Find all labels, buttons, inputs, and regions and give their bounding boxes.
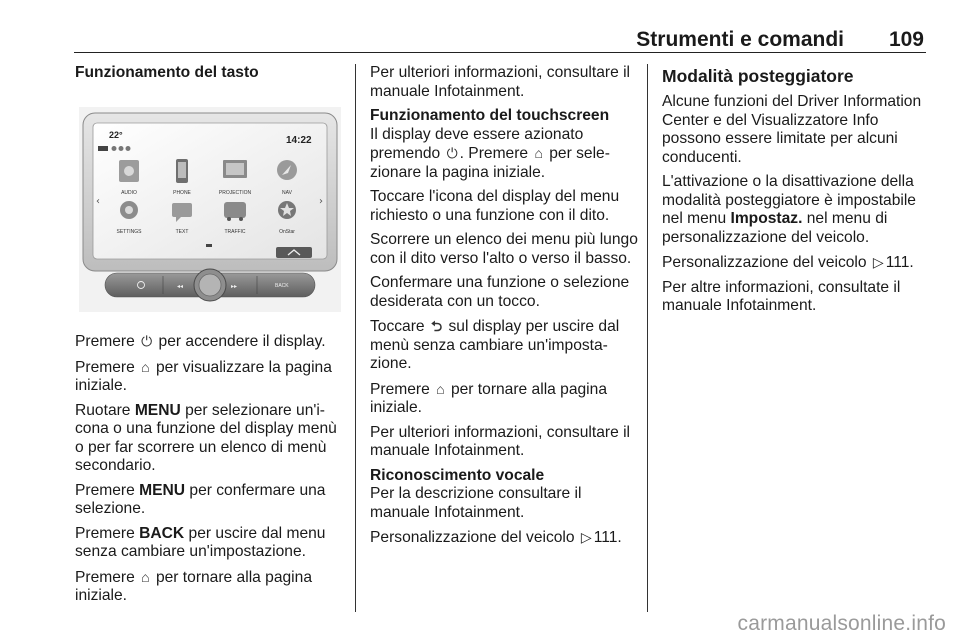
power-icon: ⏻ <box>446 145 458 161</box>
home-icon: ⌂ <box>141 568 150 585</box>
column-2 <box>370 64 638 554</box>
paragraph: Per altre informazioni, consultate il manuale Infotainment. <box>662 278 901 314</box>
app-label-audio: AUDIO <box>121 189 137 196</box>
app-label-onstar: OnStar <box>279 228 295 235</box>
paragraph: Toccare l'icona del display del menu richiesto o una funzione con il dito. <box>370 188 620 224</box>
paragraph: Per ulteriori informazioni, consultare il manuale Infotainment. <box>370 64 630 100</box>
projection-icon <box>223 160 247 178</box>
section-heading-button-operation: Funzionamento del tasto <box>75 64 259 81</box>
paragraph: Scorrere un elenco dei menu più lungo con il dito verso l'alto o verso il basso. <box>370 231 638 267</box>
page-reference-arrow-icon[interactable]: ▷ <box>580 529 592 545</box>
column-3 <box>662 64 932 322</box>
paragraph: Per ulteriori informazioni, consultare il manuale Infotainment. <box>370 423 630 459</box>
header-title: Strumenti e comandi <box>636 28 844 51</box>
page-reference-arrow-icon[interactable]: ▷ <box>872 254 884 270</box>
paragraph: Confermare una funzione o selezione desiderata con un tocco. <box>370 274 630 310</box>
home-icon: ⌂ <box>141 358 150 375</box>
paragraph: Premere ⌂ per tornare alla pagina iniziale. <box>370 380 607 416</box>
nav-icon <box>277 160 297 180</box>
paragraph: L'attivazione o la disattivazione della modalità posteggiatore è impostabile nel menu Impostaz. nel menu di personalizzazione del veicolo. <box>662 173 916 246</box>
app-label-phone: PHONE <box>173 189 191 196</box>
column-divider-2 <box>647 64 648 612</box>
app-label-settings: SETTINGS <box>116 228 142 235</box>
paragraph: Premere BACK per uscire dal menu senza cambiare un'impostazione. <box>75 524 326 560</box>
page-number: 109 <box>888 28 924 51</box>
phone-icon <box>176 159 188 183</box>
paragraph: Premere ⏻ per accendere il display. <box>75 333 326 350</box>
onstar-icon <box>278 201 296 219</box>
watermark: carmanualsonline.info <box>737 612 946 635</box>
section-voice-recognition: Riconoscimento vocale Per la descrizione consultare il manuale Infotainment. <box>370 467 638 523</box>
section-heading-touchscreen: Funzionamento del touchscreen <box>370 107 610 124</box>
section-heading-voice-recognition: Riconoscimento vocale <box>370 466 545 484</box>
home-icon: ⌂ <box>534 145 543 161</box>
home-icon: ⌂ <box>436 380 445 397</box>
app-label-traffic: TRAFFIC <box>224 228 246 235</box>
section-touchscreen: Funzionamento del touchscreen Il display deve essere azionato premendo ⏻ . Premere ⌂ per sele-zionare la pagina iniziale. <box>370 107 638 182</box>
paragraph: Premere ⌂ per visualizzare la pagina iniziale. <box>75 358 332 394</box>
power-icon: ⏻ <box>141 333 153 349</box>
app-label-nav: NAV <box>282 189 292 196</box>
svg-text:›: › <box>319 195 323 207</box>
screen-temperature: 22° <box>109 129 123 140</box>
paragraph: Premere ⌂ per tornare alla pagina iniziale. <box>75 568 312 604</box>
paragraph: Personalizzazione del veicolo ▷ 111. <box>370 529 622 546</box>
app-label-projection: PROJECTION <box>218 189 252 196</box>
paragraph: Alcune funzioni del Driver Information Center e del Visualizzatore Info possono essere limitate per alcuni conducenti. <box>662 93 922 166</box>
section-heading-valet-mode: Modalità posteggiatore <box>662 66 854 86</box>
screen-clock: 14:22 <box>286 134 312 146</box>
settings-icon <box>120 201 138 219</box>
paragraph: Toccare ⮌ sul display per uscire dal menù senza cambiare un'imposta-zione. <box>370 318 620 372</box>
page-reference[interactable]: 111. <box>593 529 622 546</box>
page-header <box>74 24 926 53</box>
back-key-label: BACK <box>275 282 289 289</box>
svg-text:▸▸: ▸▸ <box>231 282 238 290</box>
paragraph: Premere MENU per confermare una selezione. <box>75 481 326 517</box>
return-arrow-icon: ⮌ <box>430 318 443 334</box>
app-label-text: TEXT <box>175 228 189 235</box>
svg-text:‹: ‹ <box>96 195 100 207</box>
svg-text:◂◂: ◂◂ <box>177 282 184 290</box>
paragraph: Ruotare MENU per selezionare un'i-cona o una funzione del display menù o per far scorrere un elenco di menù secondario. <box>75 401 337 474</box>
page-reference[interactable]: 111. <box>885 254 914 271</box>
column-divider-1 <box>355 64 356 612</box>
audio-icon <box>119 160 139 182</box>
paragraph: Personalizzazione del veicolo ▷ 111. <box>662 254 914 271</box>
infotainment-illustration <box>79 107 341 312</box>
column-1 <box>75 64 343 612</box>
